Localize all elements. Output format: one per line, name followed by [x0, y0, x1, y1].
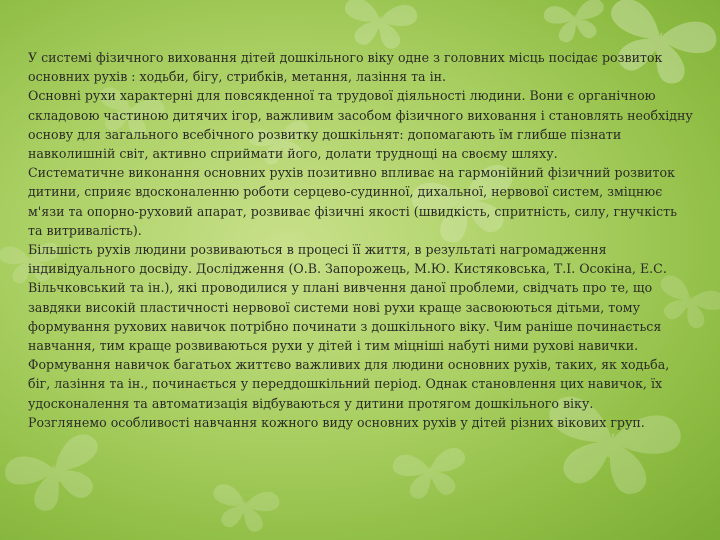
- paragraph: Систематичне виконання основних рухів позитивно впливає на гармонійний фізичний розвиток дитини, сприяє вдосконаленню роботи серцево-судинної, дихальної, нервової систем, зміцнює м'язи та опорно-руховий апарат, розвиває фізичні якості (швидкість, спритність, силу, гнучкість та витривалість).: [28, 165, 677, 238]
- butterfly-icon: [208, 482, 281, 535]
- paragraph: Основні рухи характерні для повсякденної та трудової діяльності людини. Вони є органічною складовою частиною дитячих ігор, важливим засобом фізичного виховання і становлять необхідну основу для загального всебічного розвитку дошкільнят: допомагають їм глибше пізнати навколишній світ, активно сприймати його, долати труднощі на своєму шляху.: [28, 88, 693, 162]
- butterfly-icon: [542, 0, 608, 45]
- paragraph: Формування навичок багатьох життєво важливих для людини основних рухів, таких, як ходьба, біг, лазіння та ін., починається у переддошкільний період. Однак становлення цих навичок, їх удосконалення та автоматизація відбуваються у дитини протягом дошкільного віку.: [28, 357, 670, 411]
- paragraph: Більшість рухів людини розвиваються в процесі її життя, в результаті нагромадження індивідуального досвіду. Дослідження (О.В. Запорожець, М.Ю. Кистяковська, Т.І. Осокіна, Е.С. Вільчковський та ін.), які проводилися у плані вивчення даної проблеми, свідчать про те, що завдяки високій пластичності нервової системи нові рухи краще засвоюються дітьми, тому формування рухових навичок потрібно починати з дошкільного віку. Чим раніше починається навчання, тим краще розвиваються рухи у дітей і тим міцніші набуті ними рухові навички.: [28, 242, 667, 354]
- butterfly-icon: [1, 430, 113, 520]
- paragraph: У системі фізичного виховання дітей дошкільного віку одне з головних місць посідає розвиток основних рухів : ходьби, бігу, стрибків, метання, лазіння та ін.: [28, 50, 663, 85]
- butterfly-icon: [391, 447, 470, 502]
- slide-body-text: [28, 48, 694, 432]
- paragraph: Розглянемо особливості навчання кожного виду основних рухів у дітей різних вікових груп.: [28, 414, 645, 430]
- butterfly-icon: [340, 0, 419, 52]
